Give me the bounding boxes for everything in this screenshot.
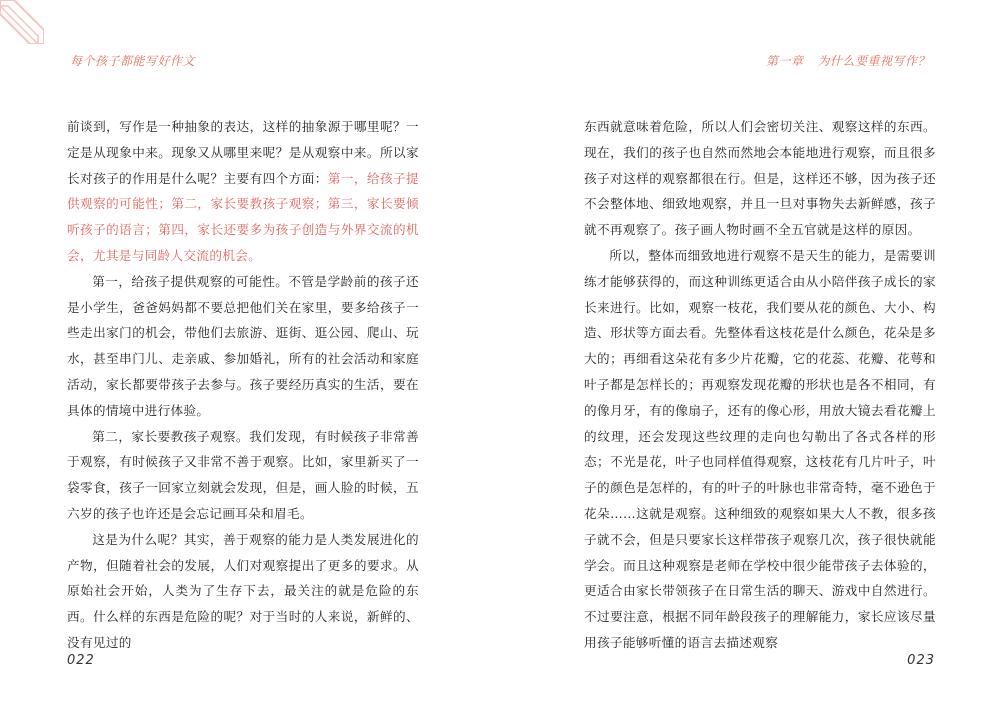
right-page-body (584, 114, 936, 656)
page-number-right: 023 (907, 653, 935, 668)
corner-stripe-decoration (0, 0, 44, 44)
paragraph-text: 前谈到，写作是一种抽象的表达，这样的抽象源于哪里呢？一定是从现象中来。现象又从哪里来呢？是从观察中来。所以家长对孩子的作用是什么呢？主要有四个方面： (67, 119, 419, 186)
book-title: 每个孩子都能写好作文 (70, 54, 196, 68)
paragraph: 这是为什么呢？其实，善于观察的能力是人类发展进化的产物，但随着社会的发展，人们对观察提出了更多的要求。从原始社会开始，人类为了生存下去，最关注的就是危险的东西。什么样的东西是危险的呢？对于当时的人来说，新鲜的、没有见过的 (67, 531, 419, 650)
left-page-body (67, 114, 419, 656)
paragraph: 第二，家长要教孩子观察。我们发现，有时候孩子非常善于观察，有时候孩子又非常不善于观察。比如，家里新买了一袋零食，孩子一回家立刻就会发现，但是，画人脸的时候，五六岁的孩子也许还是会忘记画耳朵和眉毛。 (67, 428, 419, 521)
paragraph: 所以，整体而细致地进行观察不是天生的能力，是需要训练才能够获得的，而这种训练更适合由从小陪伴孩子成长的家长来进行。比如，观察一枝花，我们要从花的颜色、大小、构造、形状等方面去看。先整体看这枝花是什么颜色，花朵是多大的；再细看这朵花有多少片花瓣，它的花蕊、花瓣、花萼和叶子都是怎样长的；再观察发现花瓣的形状也是各不相同，有的像月牙，有的像扇子，还有的像心形，用放大镜去看花瓣上的纹理，还会发现这些纹理的走向也勾勒出了各式各样的形态；不光是花，叶子也同样值得观察，这枝花有几片叶子，叶子的颜色是怎样的，有的叶子的叶脉也非常奇特，毫不逊色于花朵……这就是观察。这种细致的观察如果大人不教，很多孩子就不会，但是只要家长这样带孩子观察几次，孩子很快就能学会。而且这种观察是老师在学校中很少能带孩子去体验的，更适合由家长带领孩子在日常生活的聊天、游戏中自然进行。不过要注意，根据不同年龄段孩子的理解能力，家长应该尽量用孩子能够听懂的语言去描述观察 (584, 247, 936, 650)
highlighted-text: 第一，给孩子提供观察的可能性；第二，家长要教孩子观察；第三，家长要倾听孩子的语言；第四，家长还要多为孩子创造与外界交流的机会，尤其是与同龄人交流的机会。 (67, 170, 419, 263)
paragraph: 第一，给孩子提供观察的可能性。不管是学龄前的孩子还是小学生，爸爸妈妈都不要总把他们关在家里，要多给孩子一些走出家门的机会，带他们去旅游、逛街、逛公园、爬山、玩水，甚至串门儿、走亲戚、参加婚礼，所有的社会活动和家庭活动，家长都要带孩子去参与。孩子要经历真实的生活，要在具体的情境中进行体验。 (67, 273, 419, 418)
chapter-title: 为什么要重视写作？ (817, 54, 930, 68)
paragraph: 东西就意味着危险，所以人们会密切关注、观察这样的东西。现在，我们的孩子也自然而然地会本能地进行观察，而且很多孩子对这样的观察都很在行。但是，这样还不够，因为孩子还不会整体地、细致地观察，并且一旦对事物失去新鲜感，孩子就不再观察了。孩子画人物时画不全五官就是这样的原因。 (584, 119, 936, 238)
running-header-book-title (70, 52, 195, 69)
running-header-chapter (766, 52, 930, 69)
paragraph (67, 114, 419, 269)
page-number-left: 022 (67, 653, 95, 668)
chapter-label: 第一章 (765, 54, 804, 68)
